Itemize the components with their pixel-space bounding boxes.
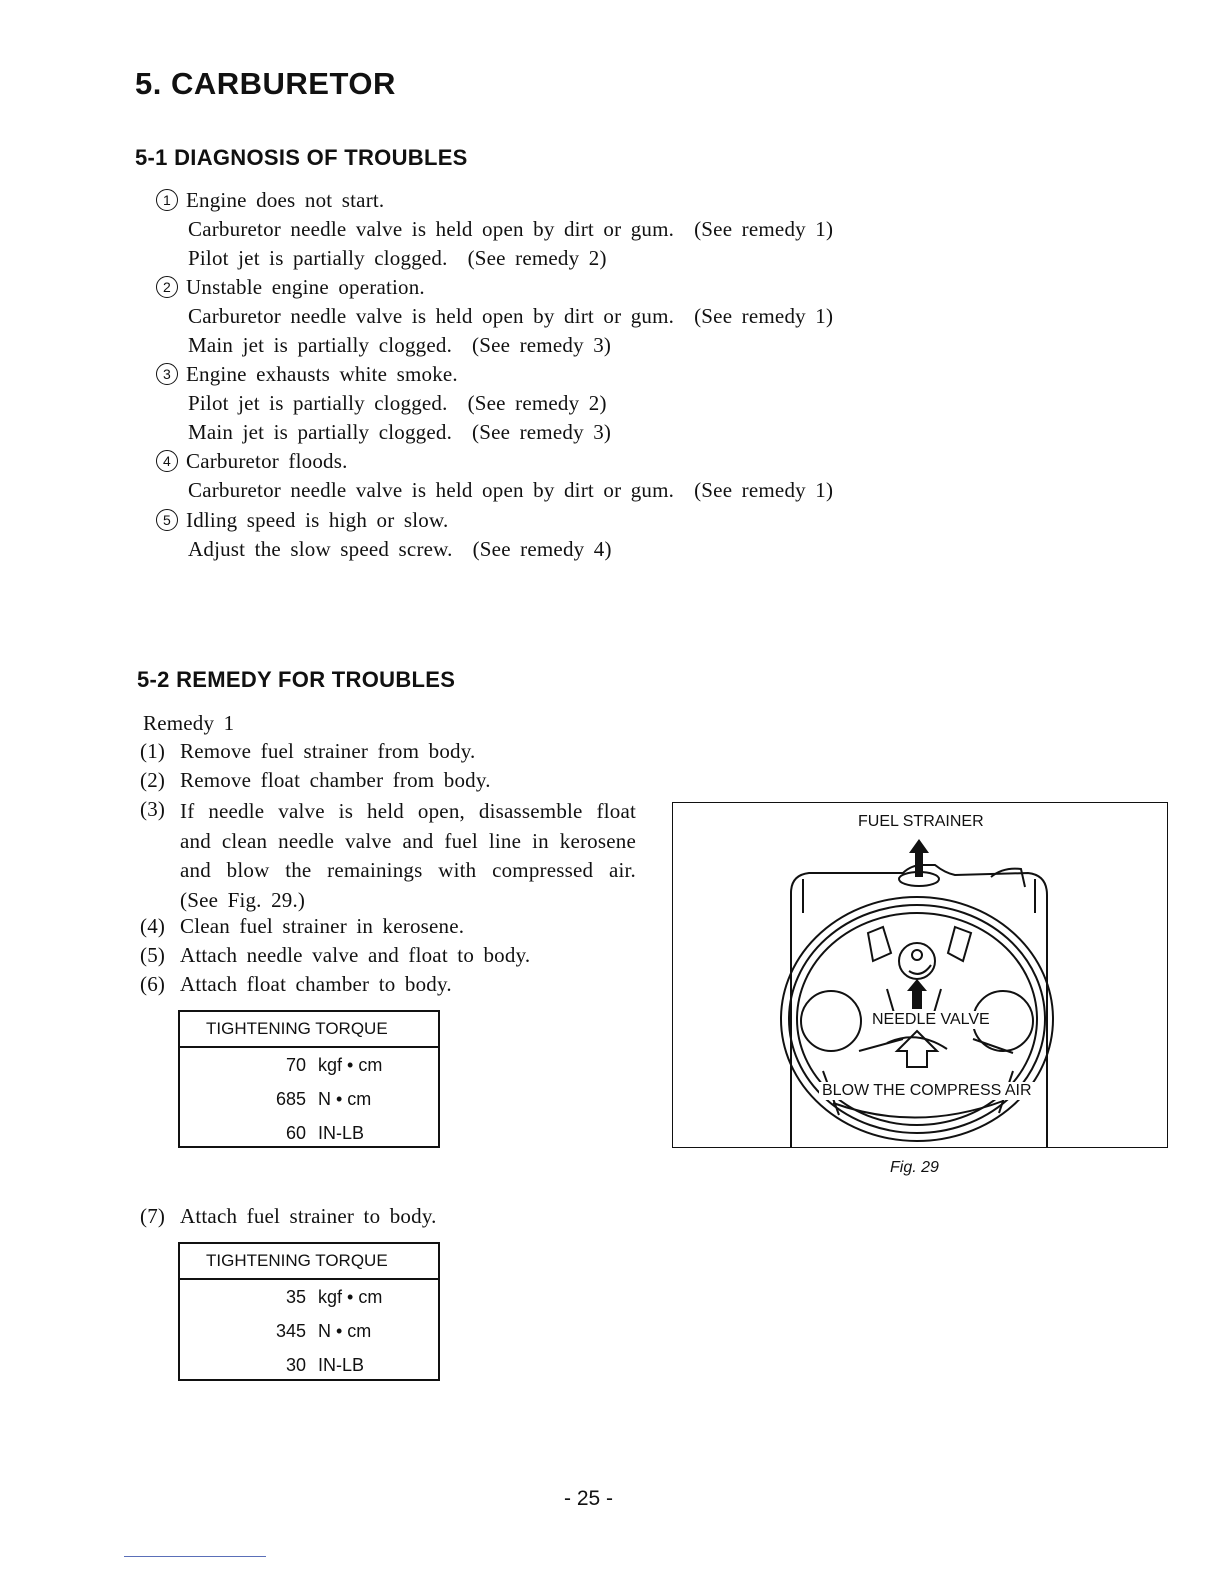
remedy-step: (1) Remove fuel strainer from body. [140, 739, 476, 763]
section-heading-diagnosis: 5-1 DIAGNOSIS OF TROUBLES [135, 145, 468, 170]
remedy-reference: (See remedy 2) [467, 391, 607, 415]
remedy-step: (7) Attach fuel strainer to body. [140, 1204, 437, 1228]
diagnosis-item-5-title: 5 Idling speed is high or slow. [156, 508, 448, 533]
remedy-step: (5) Attach needle valve and float to body. [140, 943, 531, 967]
remedy-step: (2) Remove float chamber from body. [140, 768, 491, 792]
remedy-step: (3) If needle valve is held open, disassemble float and clean needle valve and fuel line in kerosene and blow the remainings with compressed air. (See Fig. 29.) [140, 797, 636, 912]
bottom-rule [124, 1556, 266, 1557]
figure-caption: Fig. 29 [890, 1159, 939, 1176]
torque-table-header: TIGHTENING TORQUE [180, 1244, 438, 1280]
section-heading-remedy: 5-2 REMEDY FOR TROUBLES [137, 667, 456, 692]
torque-table-1 [178, 1010, 440, 1148]
diagnosis-cause: Carburetor needle valve is held open by dirt or gum. (See remedy 1) [188, 304, 834, 328]
circled-number-3: 3 [156, 363, 178, 385]
diagnosis-cause: Pilot jet is partially clogged. (See remedy 2) [188, 246, 607, 270]
diagnosis-item-4-title: 4 Carburetor floods. [156, 449, 348, 474]
torque-table-header: TIGHTENING TORQUE [180, 1012, 438, 1048]
remedy-reference: (See remedy 3) [472, 333, 612, 357]
diagnosis-cause: Carburetor needle valve is held open by dirt or gum. (See remedy 1) [188, 478, 834, 502]
torque-row: 60 IN-LB [285, 1123, 365, 1143]
diagnosis-cause: Pilot jet is partially clogged. (See remedy 2) [188, 391, 607, 415]
needle-valve-arrow [907, 979, 927, 1009]
float-arm-right [948, 927, 971, 961]
float-arm-left [868, 927, 891, 961]
diagnosis-item-3-title: 3 Engine exhausts white smoke. [156, 362, 458, 387]
circled-number-2: 2 [156, 276, 178, 298]
remedy-reference: (See remedy 1) [694, 217, 834, 241]
page-number: - 25 - [564, 1487, 614, 1510]
diagnosis-cause: Adjust the slow speed screw. (See remedy 4) [188, 537, 612, 561]
diagnosis-cause: Carburetor needle valve is held open by dirt or gum. (See remedy 1) [188, 217, 834, 241]
remedy-reference: (See remedy 2) [467, 246, 607, 270]
float-left [801, 991, 861, 1051]
circled-number-1: 1 [156, 189, 178, 211]
figure-29-carburetor-diagram [672, 802, 1168, 1148]
label-blow-compressed-air: BLOW THE COMPRESS AIR [819, 1082, 1035, 1100]
remedy-step: (6) Attach float chamber to body. [140, 972, 452, 996]
label-fuel-strainer: FUEL STRAINER [855, 813, 987, 831]
diagnosis-cause: Main jet is partially clogged. (See remedy 3) [188, 420, 612, 444]
diagnosis-item-1-title: 1 Engine does not start. [156, 188, 384, 213]
circled-number-4: 4 [156, 450, 178, 472]
remedy-reference: (See remedy 1) [694, 478, 834, 502]
torque-row: 30 IN-LB [285, 1355, 365, 1375]
torque-row: 35 kgf • cm [285, 1287, 383, 1307]
torque-table-2 [178, 1242, 440, 1381]
remedy-reference: (See remedy 3) [472, 420, 612, 444]
torque-row: 685 N • cm [275, 1089, 372, 1109]
remedy-label: Remedy 1 [143, 711, 235, 735]
remedy-reference: (See remedy 1) [694, 304, 834, 328]
remedy-step: (4) Clean fuel strainer in kerosene. [140, 914, 465, 938]
diagnosis-item-2-title: 2 Unstable engine operation. [156, 275, 425, 300]
circled-number-5: 5 [156, 509, 178, 531]
diagnosis-cause: Main jet is partially clogged. (See remedy 3) [188, 333, 612, 357]
blow-direction-arrow [897, 1031, 937, 1067]
torque-row: 70 kgf • cm [285, 1055, 383, 1075]
page-title: 5. CARBURETOR [135, 66, 396, 101]
label-needle-valve: NEEDLE VALVE [869, 1011, 993, 1029]
torque-row: 345 N • cm [275, 1321, 372, 1341]
fuel-strainer-arrow [909, 839, 929, 877]
remedy-reference: (See remedy 4) [472, 537, 612, 561]
